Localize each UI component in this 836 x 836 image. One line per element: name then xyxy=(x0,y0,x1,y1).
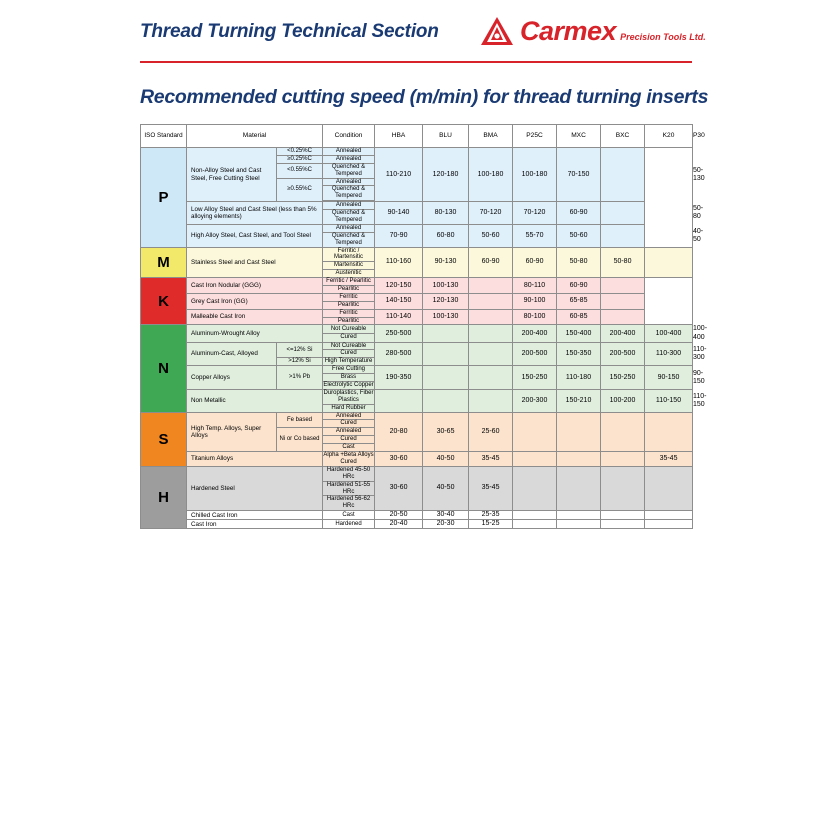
value-hba: 90-140 xyxy=(375,202,423,225)
condition-cell: Cast xyxy=(323,511,375,520)
condition-cell: Martensitic xyxy=(323,262,375,270)
value-hba xyxy=(375,389,423,412)
material-sub: <0.25%C xyxy=(277,148,323,156)
brand-name: Carmex xyxy=(520,15,617,46)
table-row xyxy=(141,520,693,529)
condition-cell: Cured xyxy=(323,334,375,343)
value-k20: 35-45 xyxy=(645,452,693,467)
condition-cell: Annealed xyxy=(323,202,375,210)
value-mxc: 65-85 xyxy=(557,293,601,309)
material-name: High Alloy Steel, Cast Steel, and Tool Steel xyxy=(187,224,323,247)
value-p25c: 200-400 xyxy=(513,325,557,342)
material-name: Copper Alloys xyxy=(187,366,277,390)
value-p25c: 90-100 xyxy=(513,293,557,309)
table-header-row: ISO Standard Material Condition HBA BLU BMA P25C MXC BXC K20 P30 xyxy=(141,125,693,148)
condition-cell: Pearlitic xyxy=(323,301,375,309)
col-header-mxc: MXC xyxy=(557,125,601,148)
table-row xyxy=(141,309,693,317)
material-sub: ≥0.55%C xyxy=(277,178,323,202)
value-bma: 100-180 xyxy=(469,148,513,202)
material-sub: Ni or Co based xyxy=(277,428,323,452)
col-header-p25c: P25C xyxy=(513,125,557,148)
condition-cell: Cured xyxy=(323,350,375,358)
condition-cell: Not Cureable xyxy=(323,342,375,350)
value-blu: 90-130 xyxy=(423,247,469,278)
value-k20 xyxy=(645,520,693,529)
value-p25c xyxy=(513,412,557,451)
value-hba: 140-150 xyxy=(375,293,423,309)
condition-cell: Quenched & Tempered xyxy=(323,232,375,247)
group-code-m: M xyxy=(141,247,187,278)
header-divider xyxy=(140,61,692,63)
col-header-material: Material xyxy=(187,125,323,148)
condition-cell: Cured xyxy=(323,420,375,428)
condition-cell: Alpha +Beta Alloys Cured xyxy=(323,452,374,465)
condition-cell: Hardened 45-50 HRc xyxy=(323,466,375,481)
value-bma: 25-60 xyxy=(469,412,513,451)
value-bma: 50-60 xyxy=(469,224,513,247)
condition-cell: Quenched & Tempered xyxy=(323,186,375,201)
value-p25c: 100-180 xyxy=(513,148,557,202)
value-bxc xyxy=(601,466,645,510)
value-mxc: 150-400 xyxy=(557,325,601,342)
condition-cell: Austenitic xyxy=(323,270,375,278)
material-name: Non-Alloy Steel and Cast Steel, Free Cutting Steel xyxy=(187,148,277,202)
value-p25c xyxy=(513,511,557,520)
table-row: N Aluminum-Wrought Alloy Not Cureable 250-500 200-400 150-400 200-400 100-400 100-400 xyxy=(141,325,693,334)
material-name: Titanium Alloys xyxy=(187,452,323,467)
value-k20 xyxy=(645,148,693,248)
material-name: Chilled Cast Iron xyxy=(187,511,323,520)
condition-cell: Pearlitic xyxy=(323,317,375,325)
material-name: Non Metallic xyxy=(187,389,323,412)
material-name: Aluminum-Wrought Alloy xyxy=(187,325,323,342)
value-bxc: 50-80 xyxy=(601,247,645,278)
table-row: Low Alloy Steel and Cast Steel (less than 5% alloying elements) Annealed 90-140 80-130 70-120 70-120 60-90 50-80 xyxy=(141,202,693,210)
group-code-h: H xyxy=(141,466,187,528)
value-mxc: 60-90 xyxy=(557,278,601,294)
material-sub: >12% Si xyxy=(277,358,323,366)
material-name: Grey Cast Iron (GG) xyxy=(187,293,323,309)
value-bma: 35-45 xyxy=(469,466,513,510)
value-bma: 60-90 xyxy=(469,247,513,278)
value-hba: 120-150 xyxy=(375,278,423,294)
cutting-speed-table xyxy=(140,124,708,529)
value-k20: 90-150 xyxy=(645,366,693,390)
condition-cell: Pearlitic xyxy=(323,286,375,294)
value-k20: 100-400 xyxy=(645,325,693,342)
table-row: P Non-Alloy Steel and Cast Steel, Free Cutting Steel <0.25%C Annealed 110-210 120-180 100-180 100-180 70-150 50-130 xyxy=(141,148,693,156)
value-k20: 110-300 xyxy=(645,342,693,366)
value-bxc xyxy=(601,520,645,529)
value-bxc xyxy=(601,511,645,520)
value-k20 xyxy=(645,247,693,278)
value-p25c: 70-120 xyxy=(513,202,557,225)
condition-cell: Electrolytic Copper xyxy=(323,382,374,389)
value-mxc xyxy=(557,452,601,467)
value-hba: 30-60 xyxy=(375,452,423,467)
value-bma xyxy=(469,342,513,366)
condition-cell: Hardened 51-55 HRc xyxy=(323,481,375,496)
material-name: Stainless Steel and Cast Steel xyxy=(187,247,323,278)
table-row xyxy=(141,452,693,467)
header-title: Thread Turning Technical Section xyxy=(140,21,439,42)
value-hba: 110-140 xyxy=(375,309,423,325)
table-row xyxy=(141,247,693,262)
value-hba: 110-160 xyxy=(375,247,423,278)
condition-cell: Hard Rubber xyxy=(323,404,375,412)
condition-cell: Ferritic xyxy=(323,309,375,317)
group-code-s: S xyxy=(141,412,187,466)
value-bxc xyxy=(601,224,645,247)
value-p25c: 60-90 xyxy=(513,247,557,278)
value-p25c: 80-100 xyxy=(513,309,557,325)
value-mxc xyxy=(557,412,601,451)
value-k20 xyxy=(645,511,693,520)
value-mxc xyxy=(557,466,601,510)
value-bxc xyxy=(601,309,645,325)
cutting-speed-table-wrapper xyxy=(140,124,708,529)
brand-subtitle: Precision Tools Ltd. xyxy=(620,32,706,42)
value-mxc: 70-150 xyxy=(557,148,601,202)
col-header-iso: ISO Standard xyxy=(141,125,187,148)
carmex-logo-icon xyxy=(480,16,514,46)
material-sub: Fe based xyxy=(277,412,323,428)
value-bxc xyxy=(601,148,645,202)
table-row xyxy=(141,466,693,481)
value-mxc: 150-350 xyxy=(557,342,601,366)
condition-cell: Ferritic / Martensitic xyxy=(323,247,375,262)
material-sub: >1% Pb xyxy=(277,366,323,390)
col-header-bxc: BXC xyxy=(601,125,645,148)
value-k20 xyxy=(645,466,693,510)
value-hba: 20-50 xyxy=(375,511,423,520)
value-blu: 100-130 xyxy=(423,278,469,294)
value-blu: 40-50 xyxy=(423,452,469,467)
value-hba: 190-350 xyxy=(375,366,423,390)
value-mxc: 110-180 xyxy=(557,366,601,390)
value-p25c xyxy=(513,466,557,510)
condition-cell: Annealed xyxy=(323,428,375,436)
condition-cell: Annealed xyxy=(323,155,375,163)
table-row xyxy=(141,412,693,420)
col-header-k20: K20 xyxy=(645,125,693,148)
table-row xyxy=(141,278,693,286)
condition-cell: Duroplastics, Fiber Plastics xyxy=(323,389,374,403)
table-row xyxy=(141,293,693,301)
condition-cell: Quenched & Tempered xyxy=(323,210,375,225)
condition-cell: Annealed xyxy=(323,148,375,156)
value-blu xyxy=(423,389,469,412)
value-k20 xyxy=(645,278,693,325)
table-row xyxy=(141,511,693,520)
value-bma: 15-25 xyxy=(469,520,513,529)
material-name: Cast Iron Nodular (GGG) xyxy=(187,278,323,294)
table-row: Non Metallic Duroplastics, Fiber Plastics 200-300 150-210 100-200 110-150 110-150 xyxy=(141,389,693,404)
value-bma xyxy=(469,389,513,412)
condition-cell: Hardened 56-62 HRc xyxy=(323,496,375,511)
group-code-k: K xyxy=(141,278,187,325)
value-p25c: 200-300 xyxy=(513,389,557,412)
value-p25c: 80-110 xyxy=(513,278,557,294)
value-bma xyxy=(469,293,513,309)
material-sub: <0.55%C xyxy=(277,163,323,178)
value-bxc xyxy=(601,293,645,309)
value-bma xyxy=(469,325,513,342)
value-mxc xyxy=(557,520,601,529)
value-p25c: 55-70 xyxy=(513,224,557,247)
condition-cell: Annealed xyxy=(323,178,375,186)
value-bma xyxy=(469,309,513,325)
value-bxc: 200-400 xyxy=(601,325,645,342)
value-blu: 40-50 xyxy=(423,466,469,510)
condition-cell: Quenched & Tempered xyxy=(323,163,375,178)
value-bma xyxy=(469,278,513,294)
condition-cell: Cast xyxy=(323,444,375,452)
value-hba: 20-40 xyxy=(375,520,423,529)
condition-cell: High Temperature xyxy=(323,358,375,366)
value-bma: 25-35 xyxy=(469,511,513,520)
value-bxc xyxy=(601,412,645,451)
page-header xyxy=(0,0,836,62)
value-blu: 80-130 xyxy=(423,202,469,225)
value-p25c: 200-500 xyxy=(513,342,557,366)
material-name: Malleable Cast Iron xyxy=(187,309,323,325)
material-name: Hardened Steel xyxy=(187,466,323,510)
value-blu: 20-30 xyxy=(423,520,469,529)
value-bxc: 100-200 xyxy=(601,389,645,412)
condition-cell: Not Cureable xyxy=(323,325,375,334)
value-blu: 100-130 xyxy=(423,309,469,325)
value-bma: 35-45 xyxy=(469,452,513,467)
value-hba: 70-90 xyxy=(375,224,423,247)
value-blu xyxy=(423,366,469,390)
value-hba: 30-60 xyxy=(375,466,423,510)
col-header-bma: BMA xyxy=(469,125,513,148)
material-name: Low Alloy Steel and Cast Steel (less than 5% alloying elements) xyxy=(187,202,323,225)
condition-cell: Ferritic xyxy=(323,293,375,301)
value-blu xyxy=(423,342,469,366)
value-bma: 70-120 xyxy=(469,202,513,225)
value-blu: 120-130 xyxy=(423,293,469,309)
value-hba: 280-500 xyxy=(375,342,423,366)
table-row: Aluminum-Cast, Alloyed <=12% Si Not Cureable 280-500 200-500 150-350 200-500 110-300 110-300 xyxy=(141,342,693,350)
value-blu: 60-80 xyxy=(423,224,469,247)
value-bxc: 150-250 xyxy=(601,366,645,390)
value-bxc xyxy=(601,452,645,467)
condition-cell: Brass xyxy=(323,374,375,382)
value-mxc: 150-210 xyxy=(557,389,601,412)
col-header-condition: Condition xyxy=(323,125,375,148)
value-bxc: 200-500 xyxy=(601,342,645,366)
value-p25c: 150-250 xyxy=(513,366,557,390)
condition-cell: Annealed xyxy=(323,224,375,232)
condition-cell: Hardened xyxy=(323,520,375,529)
brand-logo xyxy=(480,16,706,46)
value-mxc: 50-60 xyxy=(557,224,601,247)
page-title: Recommended cutting speed (m/min) for thread turning inserts xyxy=(140,86,709,108)
group-code-n: N xyxy=(141,325,187,412)
material-name: Cast Iron xyxy=(187,520,323,529)
value-p25c xyxy=(513,452,557,467)
value-p25c xyxy=(513,520,557,529)
value-hba: 250-500 xyxy=(375,325,423,342)
condition-cell: Ferritic / Pearlitic xyxy=(323,278,375,286)
table-row: Copper Alloys >1% Pb Free Cutting 190-350 150-250 110-180 150-250 90-150 90-150 xyxy=(141,366,693,374)
value-bxc xyxy=(601,278,645,294)
value-blu: 30-40 xyxy=(423,511,469,520)
value-blu: 120-180 xyxy=(423,148,469,202)
col-header-hba: HBA xyxy=(375,125,423,148)
value-k20: 110-150 xyxy=(645,389,693,412)
col-header-blu: BLU xyxy=(423,125,469,148)
table-row: High Alloy Steel, Cast Steel, and Tool Steel Annealed 70-90 60-80 50-60 55-70 50-60 40-50 xyxy=(141,224,693,232)
group-code-p: P xyxy=(141,148,187,248)
value-blu xyxy=(423,325,469,342)
value-k20 xyxy=(645,412,693,451)
value-mxc xyxy=(557,511,601,520)
value-hba: 20-80 xyxy=(375,412,423,451)
value-mxc: 60-90 xyxy=(557,202,601,225)
material-sub: ≥0.25%C xyxy=(277,155,323,163)
value-bxc xyxy=(601,202,645,225)
condition-cell: Cured xyxy=(323,436,375,444)
material-name: High Temp. Alloys, Super Alloys xyxy=(187,412,277,451)
value-hba: 110-210 xyxy=(375,148,423,202)
condition-cell: Annealed xyxy=(323,412,375,420)
material-name: Aluminum-Cast, Alloyed xyxy=(187,342,277,366)
condition-cell: Free Cutting xyxy=(323,366,375,374)
value-blu: 30-65 xyxy=(423,412,469,451)
value-mxc: 60-85 xyxy=(557,309,601,325)
value-mxc: 50-80 xyxy=(557,247,601,278)
value-bma xyxy=(469,366,513,390)
material-sub: <=12% Si xyxy=(277,342,323,358)
